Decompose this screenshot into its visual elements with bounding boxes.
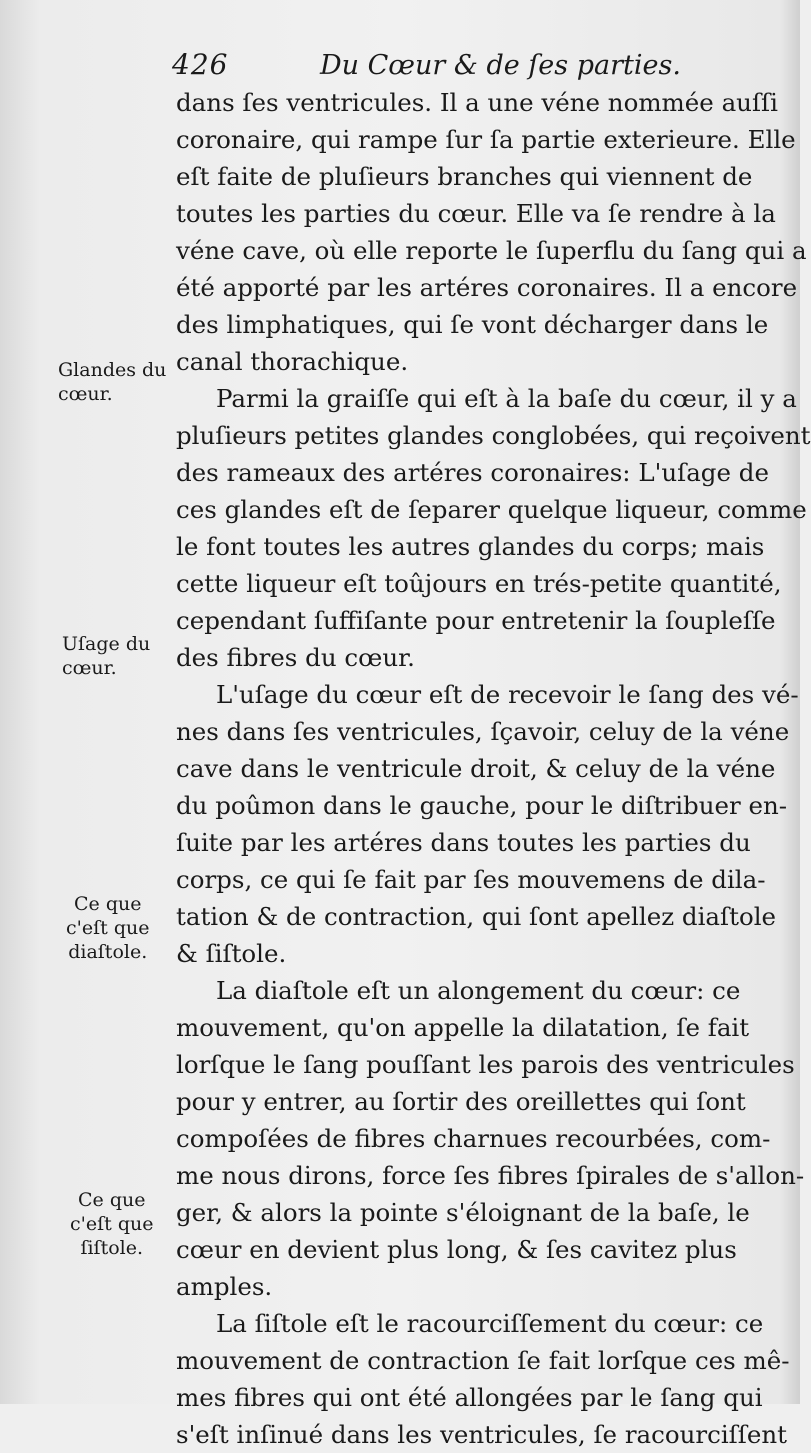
- text-line: tation & de contraction, qui ſont apellez diaſtole: [176, 902, 777, 931]
- running-title: Du Cœur & de ſes parties.: [320, 50, 681, 81]
- text-line: pluſieurs petites glandes conglobées, qui reçoivent: [176, 421, 811, 450]
- note-line: cœur.: [62, 657, 117, 679]
- note-line: Uſage du: [62, 633, 151, 655]
- text-line: corps, ce qui ſe fait par ſes mouvemens de dila-: [176, 865, 766, 894]
- marginal-note: [66, 892, 149, 964]
- page-header: [172, 48, 681, 88]
- text-line: ſuite par les artéres dans toutes les parties du: [176, 828, 751, 857]
- note-line: Ce que: [78, 1189, 146, 1211]
- text-line: du poûmon dans le gauche, pour le diſtribuer en-: [176, 791, 788, 820]
- text-line: véne cave, où elle reporte le ſuperflu du ſang qui a: [176, 236, 807, 265]
- marginal-note: [58, 358, 166, 406]
- text-line: cependant ſuffiſante pour entretenir la ſoupleſſe: [176, 606, 776, 635]
- text-line: s'eſt inſinué dans les ventricules, ſe racourciſſent: [176, 1420, 787, 1449]
- text-line: cave dans le ventricule droit, & celuy de la véne: [176, 754, 776, 783]
- text-line: ger, & alors la pointe s'éloignant de la baſe, le: [176, 1198, 750, 1227]
- marginal-note: [62, 632, 150, 680]
- text-line: des rameaux des artéres coronaires: L'uſage de: [176, 458, 769, 487]
- text-line: coronaire, qui rampe ſur ſa partie exterieure. Elle: [176, 125, 796, 154]
- text-line: des limphatiques, qui ſe vont décharger dans le: [176, 310, 769, 339]
- text-line: été apporté par les artéres coronaires. Il a encore: [176, 273, 798, 302]
- note-line: diaſtole.: [68, 941, 148, 963]
- text-line: eſt faite de pluſieurs branches qui viennent de: [176, 162, 753, 191]
- text-line: dans ſes ventricules. Il a une véne nommée auſſi: [176, 88, 778, 117]
- text-line: nes dans ſes ventricules, ſçavoir, celuy de la véne: [176, 717, 790, 746]
- text-line: cœur en devient plus long, & ſes cavitez plus: [176, 1235, 737, 1264]
- text-line: mes fibres qui ont été allongées par le ſang qui: [176, 1383, 763, 1412]
- text-line: cette liqueur eſt toûjours en trés-petite quantité,: [176, 569, 782, 598]
- text-line: me nous dirons, force ſes fibres ſpirales de s'allon-: [176, 1161, 805, 1190]
- text-line: mouvement, qu'on appelle la dilatation, ſe fait: [176, 1013, 750, 1042]
- note-line: Glandes du: [58, 359, 167, 381]
- note-line: c'eſt que: [70, 1213, 154, 1235]
- text-line: canal thorachique.: [176, 347, 409, 376]
- note-line: ſiſtole.: [80, 1237, 144, 1259]
- text-line: & ſiſtole.: [176, 939, 287, 968]
- marginal-note: [70, 1188, 153, 1260]
- main-text: [176, 84, 811, 1453]
- text-line: lorſque le ſang pouſſant les parois des ventricules: [176, 1050, 795, 1079]
- text-line: compoſées de fibres charnues recourbées, com-: [176, 1124, 771, 1153]
- note-line: c'eſt que: [66, 917, 150, 939]
- text-line: le font toutes les autres glandes du corps; mais: [176, 532, 765, 561]
- paragraph-start-line: L'uſage du cœur eſt de recevoir le ſang des vé-: [216, 680, 799, 709]
- text-line: toutes les parties du cœur. Elle va ſe rendre à la: [176, 199, 776, 228]
- paragraph-start-line: Parmi la graiſſe qui eſt à la baſe du cœur, il y a: [216, 384, 797, 413]
- text-line: pour y entrer, au ſortir des oreillettes qui ſont: [176, 1087, 746, 1116]
- text-line: ces glandes eſt de ſeparer quelque liqueur, comme: [176, 495, 807, 524]
- text-line: amples.: [176, 1272, 273, 1301]
- text-line: des fibres du cœur.: [176, 643, 415, 672]
- page-number: 426: [172, 48, 229, 81]
- note-line: cœur.: [58, 383, 113, 405]
- text-line: mouvement de contraction ſe fait lorſque ces mê-: [176, 1346, 790, 1375]
- note-line: Ce que: [74, 893, 142, 915]
- paragraph-start-line: La diaſtole eſt un alongement du cœur: ce: [216, 976, 741, 1005]
- paragraph-start-line: La ſiſtole eſt le racourciſſement du cœur: ce: [216, 1309, 764, 1338]
